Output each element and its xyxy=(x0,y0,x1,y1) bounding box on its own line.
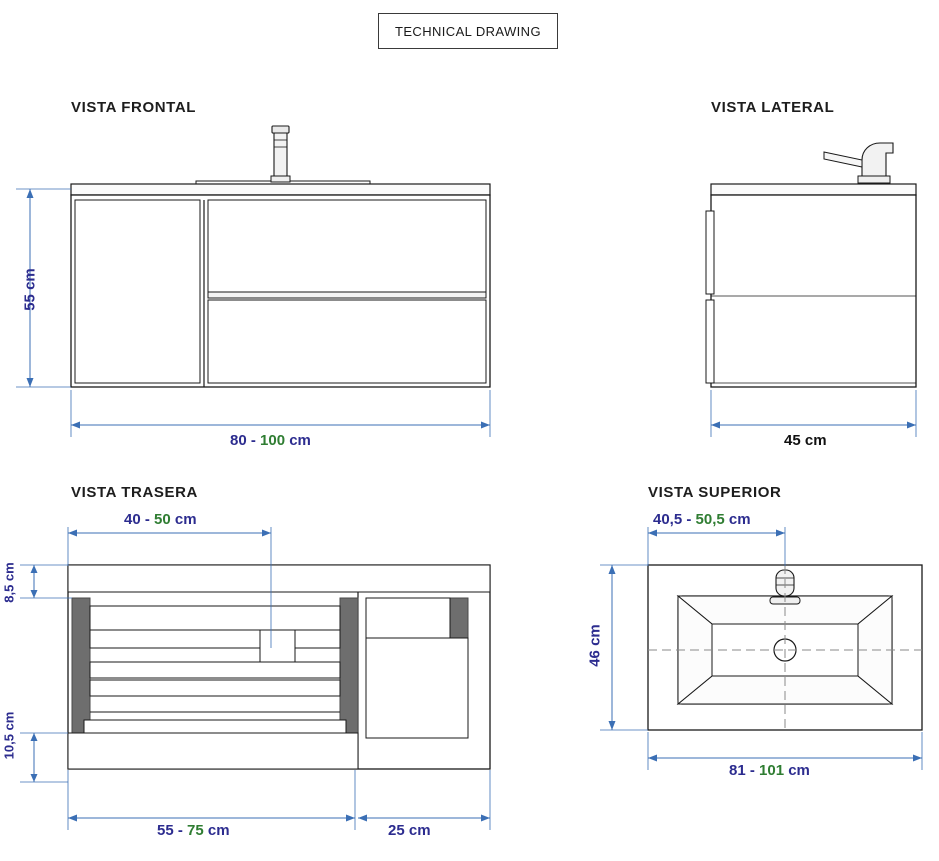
heading-vista-lateral: VISTA LATERAL xyxy=(711,99,835,116)
title-badge-label: TECHNICAL DRAWING xyxy=(395,23,541,39)
rear-bottom-left-suffix: cm xyxy=(203,822,230,839)
front-width-highlight: 100 xyxy=(260,432,286,449)
rear-bottom-left-prefix: 55 - xyxy=(157,822,188,839)
rear-top-prefix: 40 - xyxy=(124,511,155,528)
side-depth-dimension: 45 cm xyxy=(784,432,827,449)
front-height-dimension: 55 cm xyxy=(21,268,39,311)
top-depth-dimension: 46 cm xyxy=(586,624,604,667)
rear-bottom-left-highlight: 75 xyxy=(187,822,204,839)
rear-bottom-right-dimension: 25 cm xyxy=(388,822,431,839)
front-width-prefix: 80 - xyxy=(230,432,261,449)
top-width-prefix: 40,5 - xyxy=(653,511,696,528)
heading-vista-superior: VISTA SUPERIOR xyxy=(648,484,782,501)
heading-vista-trasera: VISTA TRASERA xyxy=(71,484,198,501)
top-bottom-dimension xyxy=(729,762,810,779)
top-bottom-highlight: 101 xyxy=(759,762,785,779)
front-width-suffix: cm xyxy=(285,432,311,449)
top-width-dimension xyxy=(653,511,751,528)
rear-left-bottom-dimension: 10,5 cm xyxy=(1,711,17,760)
heading-vista-frontal: VISTA FRONTAL xyxy=(71,99,197,116)
top-bottom-suffix: cm xyxy=(784,762,810,779)
top-width-suffix: cm xyxy=(724,511,751,528)
top-bottom-prefix: 81 - xyxy=(729,762,760,779)
top-width-highlight: 50,5 xyxy=(695,511,725,528)
rear-top-suffix: cm xyxy=(170,511,197,528)
rear-top-highlight: 50 xyxy=(154,511,171,528)
rear-left-top-dimension: 8,5 cm xyxy=(1,562,17,603)
